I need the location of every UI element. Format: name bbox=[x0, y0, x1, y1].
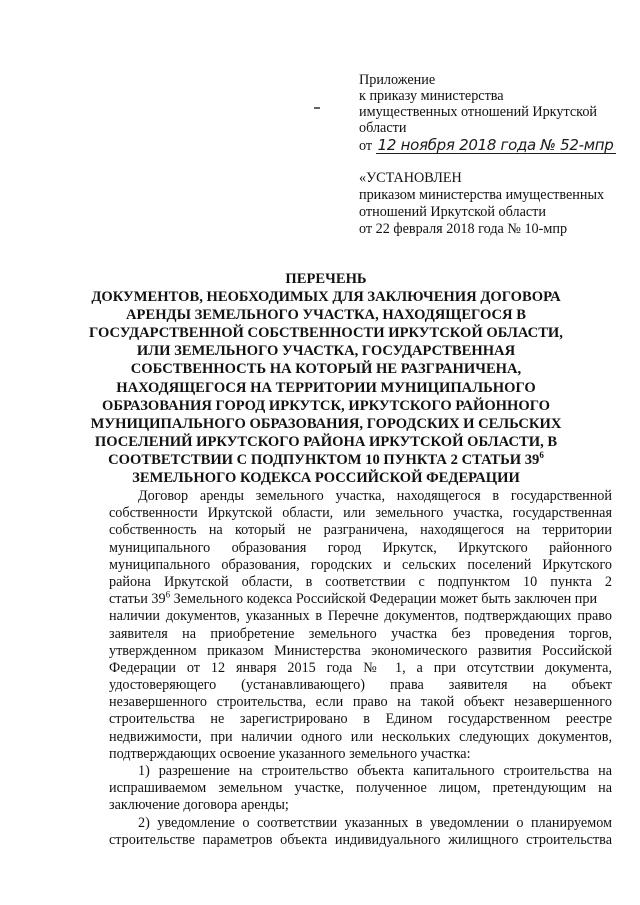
title-line: НАХОДЯЩЕГОСЯ НА ТЕРРИТОРИИ МУНИЦИПАЛЬНОГО bbox=[116, 379, 536, 396]
body-line: подтверждающих освоение указанного земельного участка: bbox=[109, 745, 471, 762]
title-line: АРЕНДЫ ЗЕМЕЛЬНОГО УЧАСТКА, НАХОДЯЩЕГОСЯ В bbox=[126, 307, 526, 324]
title-line: СОБСТВЕННОСТЬ НА КОТОРЫЙ НЕ РАЗГРАНИЧЕНА, bbox=[130, 361, 522, 378]
body-line: незавершенного строительства, если право на такой объект незавершенного bbox=[109, 694, 612, 711]
appendix-header bbox=[359, 72, 629, 154]
scan-speck bbox=[314, 107, 320, 109]
body-line: собственность на который не разграничена, находящегося на территории bbox=[109, 522, 612, 539]
list-item-2-line: строительстве параметров объекта индивидуального жилищного строительства bbox=[109, 831, 612, 848]
title-line: ПОСЕЛЕНИЙ ИРКУТСКОГО РАЙОНА ИРКУТСКОЙ ОБЛАСТИ, В bbox=[94, 433, 558, 450]
established-block bbox=[359, 170, 629, 238]
list-item-1-line: 1) разрешение на строительство объекта капитального строительства на bbox=[138, 763, 612, 779]
body-line: Договор аренды земельного участка, находящегося в государственной bbox=[138, 488, 612, 504]
body-line: утвержденном приказом Министерства экономического развития Российской bbox=[109, 642, 612, 659]
body-line: недвижимости, при наличии одного или нескольких следующих документов, bbox=[109, 728, 612, 745]
established-line: отношений Иркутской области bbox=[359, 204, 546, 220]
established-line: «УСТАНОВЛЕН bbox=[359, 170, 462, 186]
body-line: Федерации от 12 января 2015 года № 1, а при отсутствии документа, bbox=[109, 659, 612, 676]
handwritten-date: 12 ноября 2018 года № 52-мпр bbox=[377, 136, 614, 154]
list-item-2-line: 2) уведомление о соответствии указанных в уведомлении о планируемом bbox=[138, 814, 612, 831]
title-line: ОБРАЗОВАНИЯ ГОРОД ИРКУТСК, ИРКУТСКОГО РАЙОННОГО bbox=[102, 397, 550, 414]
body-line: удостоверяющего (устанавливающего) права заявителя на объект bbox=[109, 677, 612, 694]
body-text: статьи 39 bbox=[109, 591, 166, 608]
appendix-line: имущественных отношений Иркутской bbox=[359, 104, 598, 120]
title-line: ДОКУМЕНТОВ, НЕОБХОДИМЫХ ДЛЯ ЗАКЛЮЧЕНИЯ ДОГОВОРА bbox=[91, 289, 561, 306]
body-line: заявителя на приобретение земельного участка без проведения торгов, bbox=[109, 625, 612, 642]
body-superscript: 6 bbox=[165, 589, 171, 600]
appendix-line: области bbox=[359, 120, 407, 136]
established-line: приказом министерства имущественных bbox=[359, 187, 605, 203]
title-line-article bbox=[84, 451, 568, 469]
appendix-from: от bbox=[359, 138, 373, 154]
body-line: собственности Иркутской области, или земельного участка, государственная bbox=[109, 505, 612, 522]
body-line-article bbox=[109, 591, 612, 608]
title-superscript: 6 bbox=[539, 450, 544, 461]
body-line: муниципального образования город Иркутск, Иркутского районного bbox=[109, 539, 612, 556]
title-line: ЗЕМЕЛЬНОГО КОДЕКСА РОССИЙСКОЙ ФЕДЕРАЦИИ bbox=[132, 470, 520, 487]
list-item-1-line: заключение договора аренды; bbox=[109, 797, 289, 814]
title-line: МУНИЦИПАЛЬНОГО ОБРАЗОВАНИЯ, ГОРОДСКИХ И СЕЛЬСКИХ bbox=[90, 415, 562, 432]
document-body bbox=[109, 488, 612, 849]
title-line: ИЛИ ЗЕМЕЛЬНОГО УЧАСТКА, ГОСУДАРСТВЕННАЯ bbox=[136, 343, 516, 360]
appendix-date-line bbox=[359, 137, 629, 154]
title-line-text: СООТВЕТСТВИИ С ПОДПУНКТОМ 10 ПУНКТА 2 СТАТЬИ 39 bbox=[108, 451, 540, 468]
appendix-line: к приказу министерства bbox=[359, 88, 504, 104]
body-text: Земельного кодекса Российской Федерации может быть заключен при bbox=[170, 591, 598, 608]
list-item-1-line: испрашиваемом земельном участке, полученное лицом, претендующим на bbox=[109, 780, 612, 797]
body-line: строительства не зарегистрировано в Едином государственном реестре bbox=[109, 711, 612, 728]
title-line: ПЕРЕЧЕНЬ bbox=[285, 271, 367, 287]
body-line: муниципального образования, городских и сельских поселений Иркутского bbox=[109, 556, 612, 573]
document-title bbox=[84, 270, 568, 487]
established-line: от 22 февраля 2018 года № 10-мпр bbox=[359, 221, 568, 237]
title-line: ГОСУДАРСТВЕННОЙ СОБСТВЕННОСТИ ИРКУТСКОЙ ОБЛАСТИ, bbox=[89, 325, 563, 342]
body-line: района Иркутской области, в соответствии с подпунктом 10 пункта 2 bbox=[109, 573, 612, 590]
appendix-line: Приложение bbox=[359, 72, 436, 88]
body-line: наличии документов, указанных в Перечне документов, подтверждающих право bbox=[109, 608, 612, 625]
